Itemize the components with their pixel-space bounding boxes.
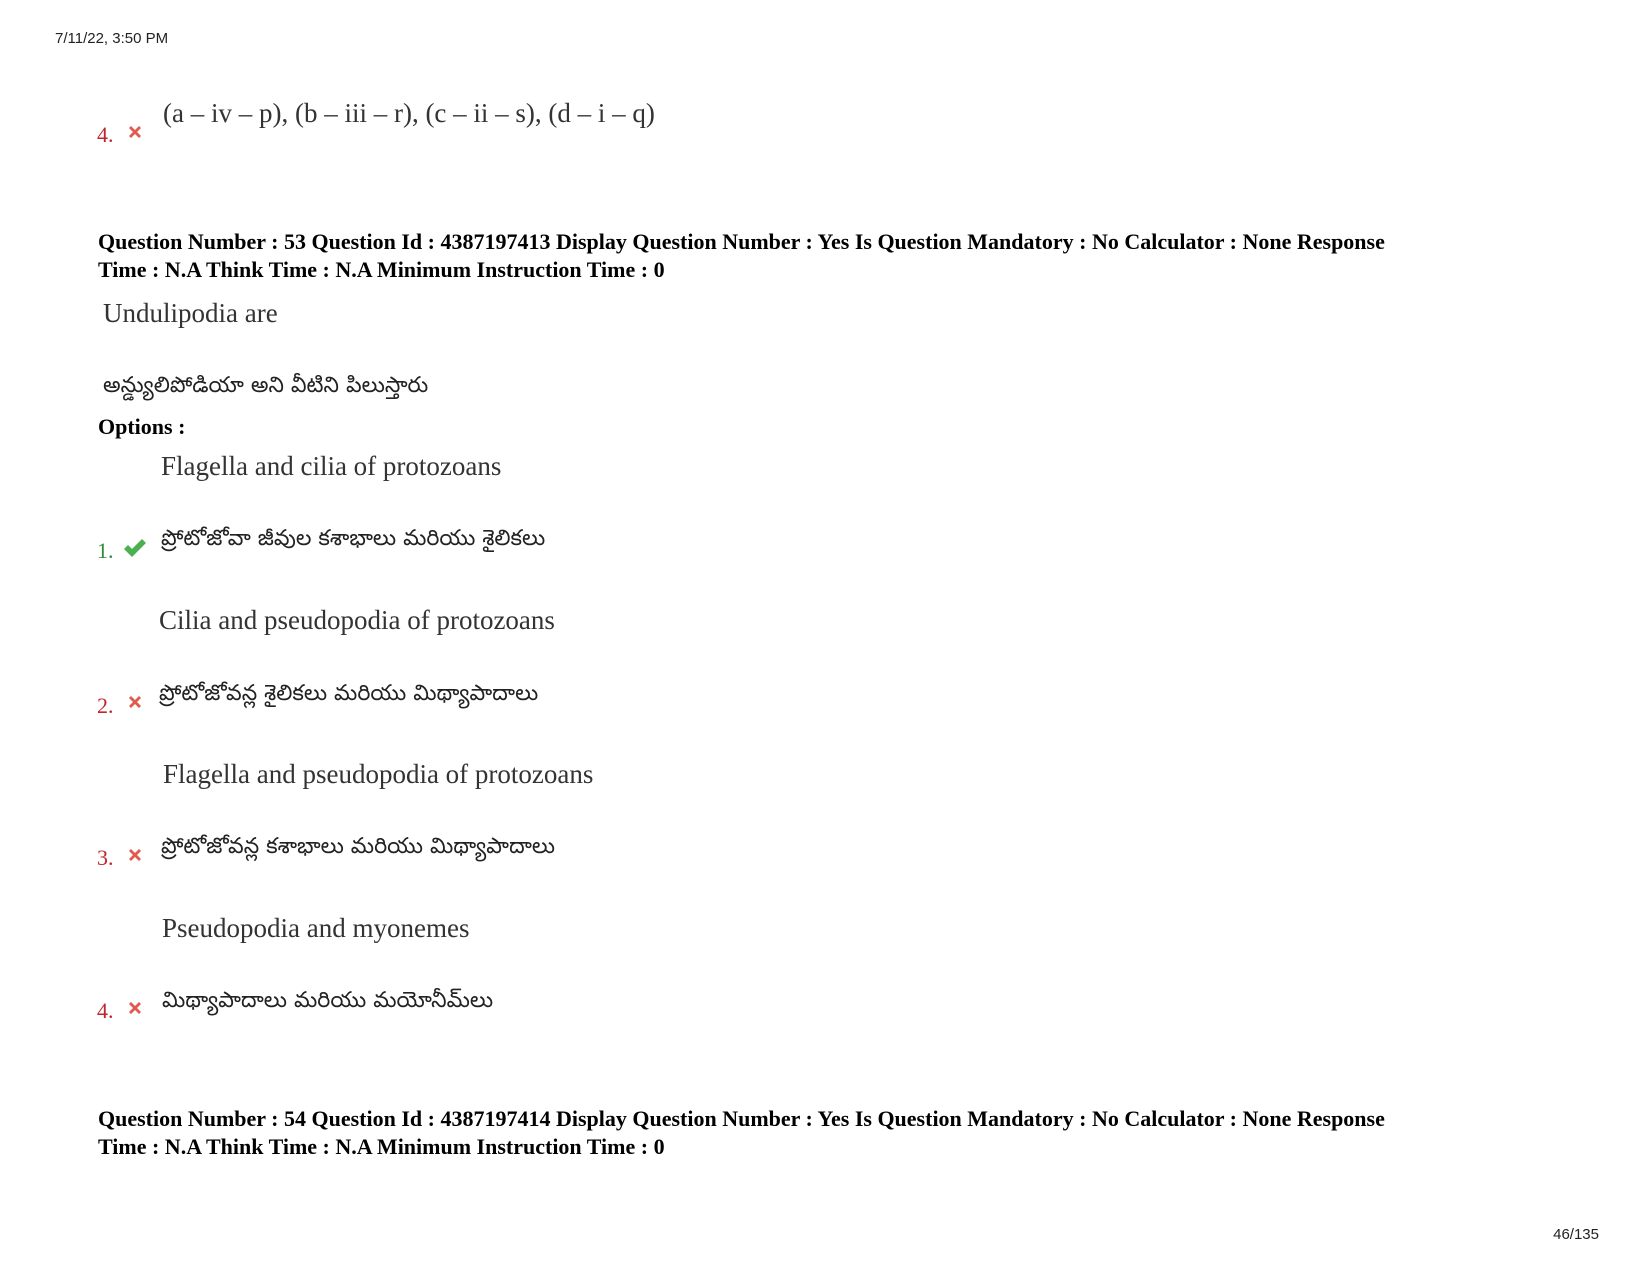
question-53-meta-line2: Time : N.A Think Time : N.A Minimum Instruction Time : 0: [98, 257, 665, 282]
cross-icon: [125, 845, 145, 865]
option-3-number: 3.: [97, 845, 114, 870]
option-2-text-en: Cilia and pseudopodia of protozoans: [159, 605, 555, 635]
page-number: 46/135: [1553, 1226, 1599, 1243]
cross-icon: [125, 692, 145, 712]
option-3-text-en: Flagella and pseudopodia of protozoans: [163, 759, 594, 789]
option-1-text-en: Flagella and cilia of protozoans: [161, 451, 502, 481]
prev-option-4-text: (a – iv – p), (b – iii – r), (c – ii – s), (d – i – q): [163, 98, 655, 128]
option-1-text-te: ప్రోటోజోవా జీవుల కశాభాలు మరియు శైలికలు: [161, 526, 546, 551]
prev-option-4-number: 4.: [97, 122, 114, 147]
print-timestamp: 7/11/22, 3:50 PM: [55, 30, 169, 47]
options-label: Options :: [98, 414, 186, 439]
option-2-text-te: ప్రోటోజోవన్ల శైలికలు మరియు మిథ్యాపాదాలు: [159, 681, 539, 706]
question-53-meta: [98, 228, 1578, 284]
option-1-number: 1.: [97, 538, 114, 563]
question-53-meta-line1: Question Number : 53 Question Id : 4387197413 Display Question Number : Yes Is Question Mandatory : No Calculator : None Response: [98, 229, 1385, 254]
question-54-meta-line1: Question Number : 54 Question Id : 4387197414 Display Question Number : Yes Is Question Mandatory : No Calculator : None Response: [98, 1106, 1385, 1131]
option-4-text-en: Pseudopodia and myonemes: [162, 913, 470, 943]
question-54-meta: [98, 1105, 1578, 1161]
option-2-number: 2.: [97, 693, 114, 718]
question-53-text-en: Undulipodia are: [103, 298, 278, 328]
question-53-text-te: అన్డ్యులిపోడియా అని వీటిని పిలుస్తారు: [103, 373, 429, 398]
check-icon: [122, 538, 148, 558]
option-3-text-te: ప్రోటోజోవన్ల కశాభాలు మరియు మిథ్యాపాదాలు: [161, 834, 556, 859]
cross-icon: [125, 998, 145, 1018]
option-4-number: 4.: [97, 998, 114, 1023]
question-54-meta-line2: Time : N.A Think Time : N.A Minimum Instruction Time : 0: [98, 1134, 665, 1159]
option-4-text-te: మిథ్యాపాదాలు మరియు మయోనీమ్‌లు: [162, 988, 494, 1013]
cross-icon: [125, 122, 145, 142]
